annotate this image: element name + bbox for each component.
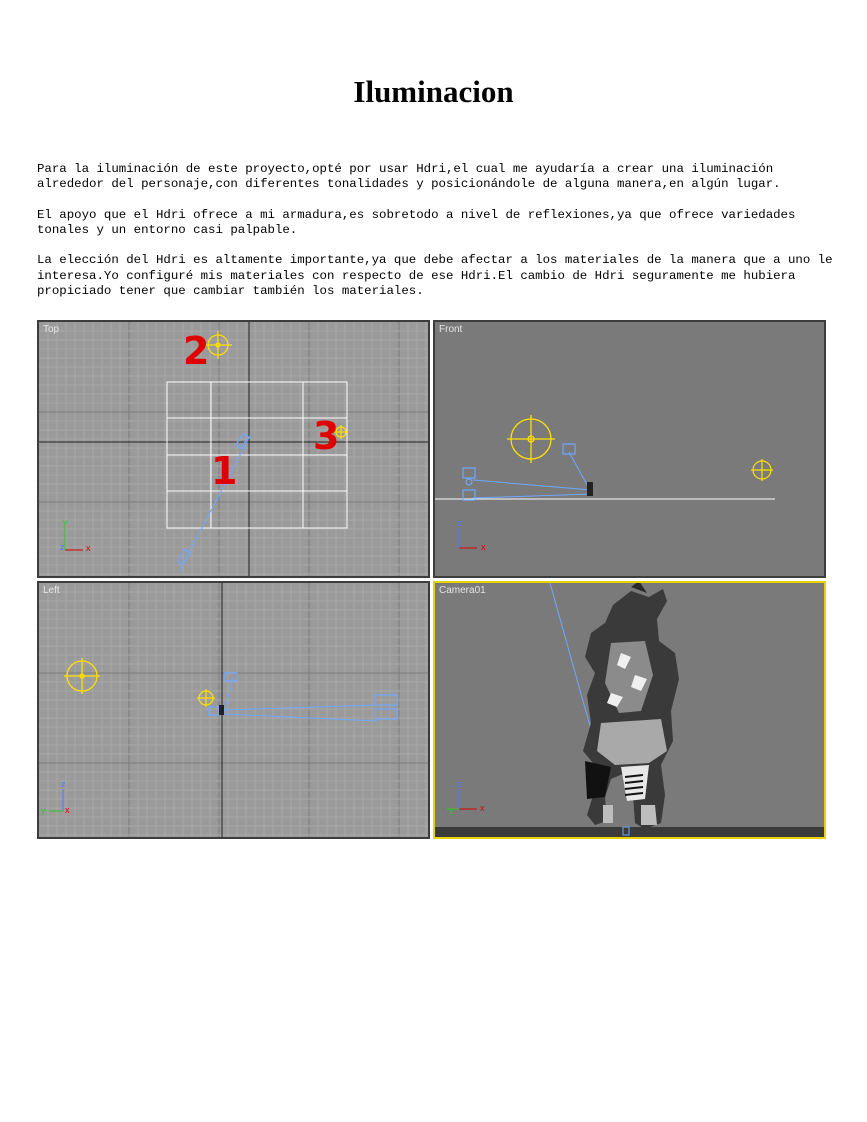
svg-text:z: z bbox=[457, 518, 462, 528]
grid-left bbox=[39, 583, 430, 839]
viewport-top-canvas bbox=[39, 322, 430, 578]
viewport-label-camera: Camera01 bbox=[439, 585, 486, 596]
viewport-label-top: Top bbox=[43, 324, 60, 335]
paragraph-3: La elección del Hdri es altamente importante,ya que debe afectar a los materiales de la manera que a uno le interesa.Yo configuré mis materiales con respecto de ese Hdri.El cambio de Hdri seguramente me hubiera propiciado tener que cambiar también los materiales. bbox=[37, 253, 833, 298]
svg-text:z: z bbox=[457, 779, 462, 789]
marker-3: 3 bbox=[313, 414, 340, 458]
paragraph-2: El apoyo que el Hdri ofrece a mi armadura,es sobretodo a nivel de reflexiones,ya que ofrece variedades tonales y un entorno casi palpable. bbox=[37, 207, 796, 238]
body-text bbox=[37, 147, 837, 314]
svg-text:x: x bbox=[481, 542, 486, 552]
viewport-left-canvas bbox=[39, 583, 430, 839]
page-title: Iluminacion bbox=[353, 74, 514, 109]
marker-1: 1 bbox=[211, 449, 238, 493]
svg-text:y: y bbox=[63, 517, 68, 527]
omni-light-icon[interactable] bbox=[64, 658, 100, 694]
viewport-label-left: Left bbox=[43, 585, 60, 596]
camera-icon[interactable] bbox=[463, 444, 575, 500]
viewport-left[interactable] bbox=[37, 581, 430, 839]
svg-text:x: x bbox=[480, 803, 485, 813]
paragraph-1: Para la iluminación de este proyecto,opté por usar Hdri,el cual me ayudaría a crear una iluminación alrededor del personaje,con diferentes tonalidades y posicionándole de alguna manera,en algún lugar. bbox=[37, 162, 781, 192]
axis-tripod-icon bbox=[457, 518, 486, 552]
svg-text:z: z bbox=[60, 542, 65, 552]
svg-text:y: y bbox=[449, 805, 454, 815]
viewport-camera[interactable] bbox=[433, 581, 826, 839]
viewport-label-front: Front bbox=[439, 324, 463, 335]
viewport-top[interactable] bbox=[37, 320, 430, 578]
omni-light-icon[interactable] bbox=[507, 415, 555, 463]
svg-text:y: y bbox=[41, 805, 46, 815]
viewport-camera-canvas bbox=[435, 583, 826, 839]
omni-light-icon[interactable] bbox=[751, 459, 773, 481]
svg-text:x: x bbox=[86, 543, 91, 553]
ground-strip bbox=[435, 827, 826, 839]
armored-character bbox=[583, 583, 679, 829]
viewport-front[interactable] bbox=[433, 320, 826, 578]
character-figure bbox=[219, 705, 224, 715]
character-figure bbox=[587, 482, 593, 496]
omni-light-icon[interactable] bbox=[197, 689, 215, 707]
svg-text:z: z bbox=[61, 779, 66, 789]
marker-2: 2 bbox=[183, 329, 210, 373]
viewport-grid bbox=[37, 320, 827, 839]
axis-tripod-icon bbox=[447, 779, 485, 815]
svg-text:x: x bbox=[65, 805, 70, 815]
viewport-front-canvas bbox=[435, 322, 826, 578]
